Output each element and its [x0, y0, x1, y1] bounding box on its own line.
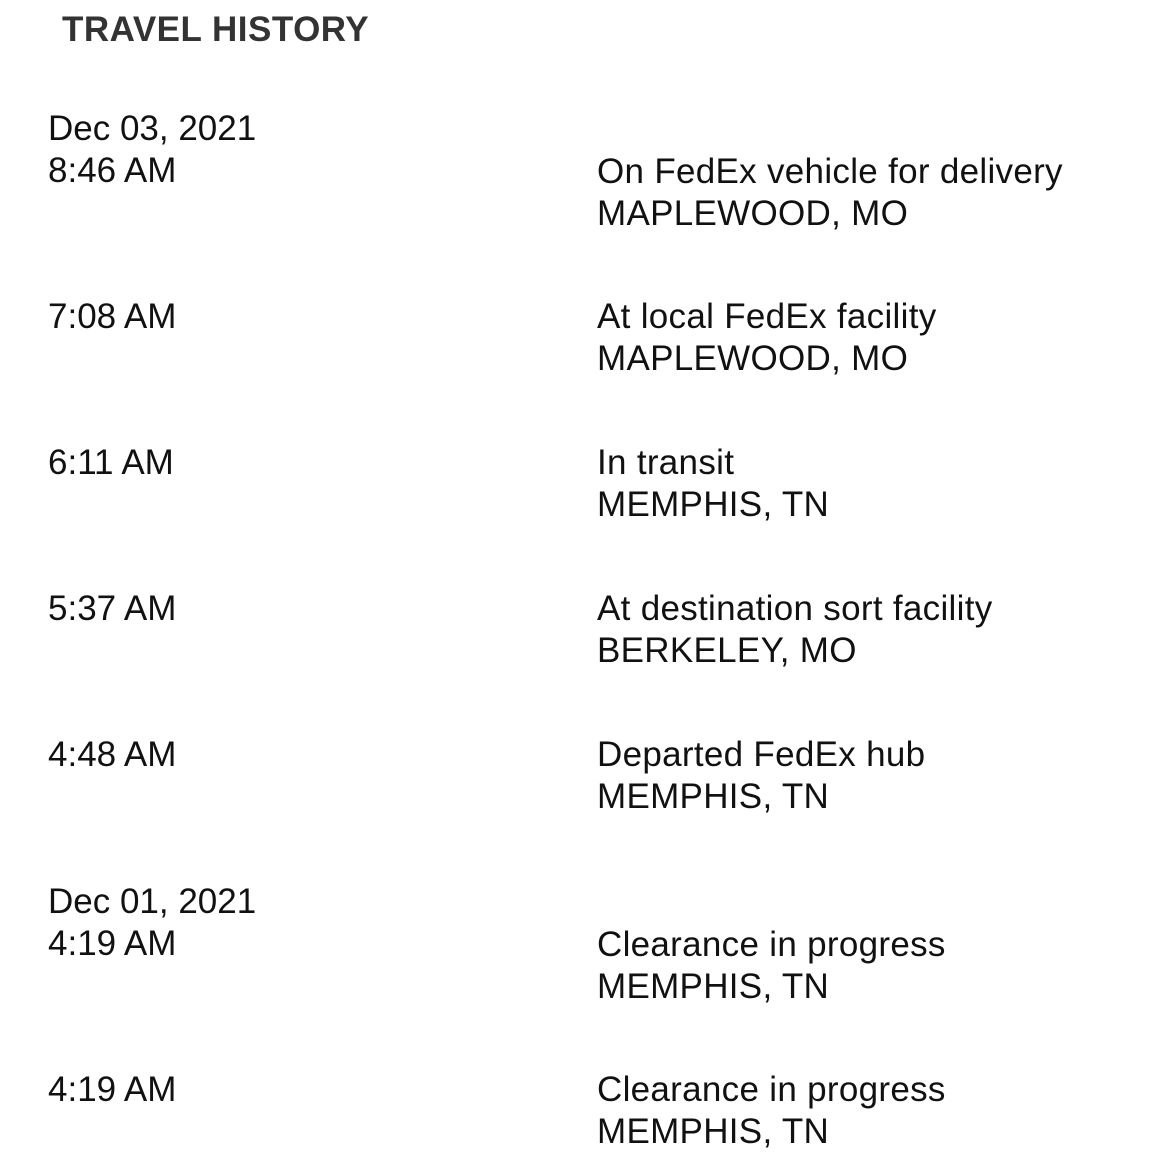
event-details — [597, 442, 1157, 526]
event-location: MEMPHIS, TN — [597, 1112, 830, 1151]
event-datetime — [48, 108, 548, 192]
event-location: BERKELEY, MO — [597, 631, 857, 670]
event-datetime — [48, 442, 548, 484]
event-status: At destination sort facility — [597, 589, 993, 628]
event-location: MEMPHIS, TN — [597, 967, 830, 1006]
event-time: 6:11 AM — [48, 443, 174, 482]
event-details — [597, 151, 1157, 235]
event-status: At local FedEx facility — [597, 297, 937, 336]
event-time: 4:19 AM — [48, 1070, 177, 1109]
event-status: In transit — [597, 443, 735, 482]
event-status: Clearance in progress — [597, 925, 946, 964]
page-title: TRAVEL HISTORY — [62, 10, 370, 49]
event-datetime — [48, 734, 548, 776]
event-details — [597, 734, 1157, 818]
event-time: 8:46 AM — [48, 151, 177, 190]
event-details — [597, 588, 1157, 672]
event-details — [597, 296, 1157, 380]
event-details — [597, 924, 1157, 1008]
event-datetime — [48, 296, 548, 338]
event-location: MAPLEWOOD, MO — [597, 194, 909, 233]
event-status: Departed FedEx hub — [597, 735, 926, 774]
event-datetime — [48, 881, 548, 965]
event-time: 4:48 AM — [48, 735, 177, 774]
event-location: MAPLEWOOD, MO — [597, 339, 909, 378]
event-datetime — [48, 1069, 548, 1111]
event-location: MEMPHIS, TN — [597, 777, 830, 816]
event-status: Clearance in progress — [597, 1070, 946, 1109]
event-status: On FedEx vehicle for delivery — [597, 152, 1063, 191]
event-date: Dec 01, 2021 — [48, 882, 257, 921]
event-location: MEMPHIS, TN — [597, 485, 830, 524]
event-time: 7:08 AM — [48, 297, 177, 336]
event-date: Dec 03, 2021 — [48, 109, 257, 148]
event-time: 5:37 AM — [48, 589, 177, 628]
event-details — [597, 1069, 1157, 1153]
event-time: 4:19 AM — [48, 924, 177, 963]
event-datetime — [48, 588, 548, 630]
